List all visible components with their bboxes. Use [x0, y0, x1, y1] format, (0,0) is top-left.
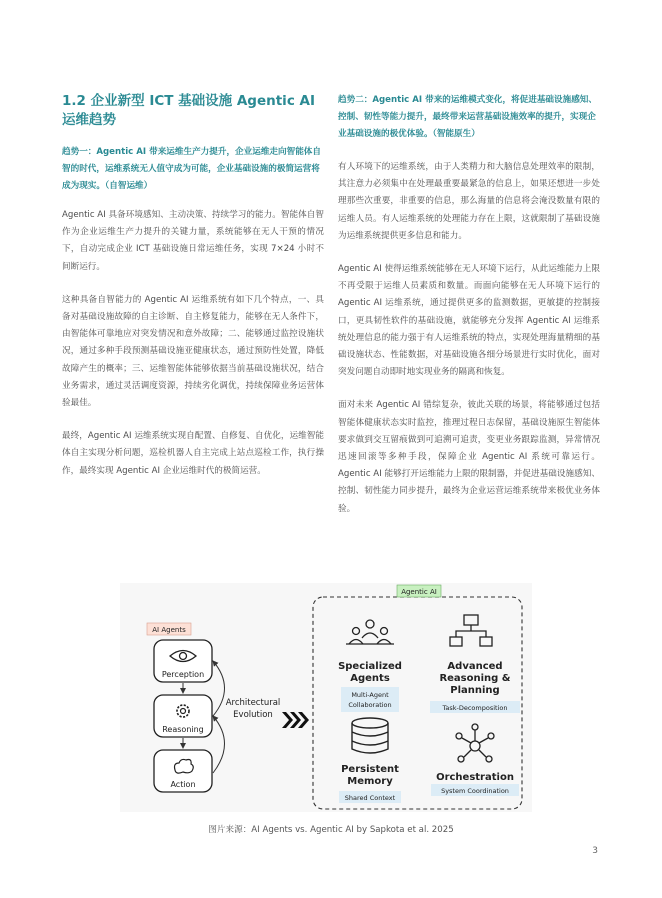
loop-arrow-lower	[213, 716, 225, 773]
agentic-ai-label: Agentic AI	[401, 588, 437, 596]
left-column	[62, 92, 324, 496]
loop-arrow-upper	[213, 661, 225, 716]
network-hub-icon	[456, 724, 494, 762]
right-paragraph-2: Agentic AI 使得运维系统能够在无人环境下运行，从此运维能力上限不再受限于运维人员素质和数量。而面向能够在无人环境下运行的 Agentic AI 运维系统，通过提供更多的监测数据，更敏捷的控制接口，更具韧性软件的基础设施，就能够充分发挥 Agentic AI 运维系统处理信息的能力强于有人运维系统的特点，实现处理海量精细的基础设施状态、性能数据，对基础设施各细分场景进行实时优化，面对突发问题自动即时地实现业务的隔离和恢复。	[338, 264, 600, 378]
left-paragraph-1: Agentic AI 具备环境感知、主动决策、持续学习的能力。智能体自智作为企业运维生产力提升的关键力量，系统能够在无人干预的情况下，自动完成企业 ICT 基础设施日常运维任务，实现 7×24 小时不间断运行。	[62, 210, 324, 272]
triple-chevron-icon	[282, 712, 309, 728]
trend-one-highlight: 趋势一：Agentic AI 带来运维生产力提升，企业运维走向智能体自智的时代，运维系统无人值守成为可能，企业基础设施的极简运营将成为现实。（自智运维）	[62, 147, 321, 191]
agentic-ai-figure	[120, 583, 532, 812]
database-icon	[352, 718, 388, 753]
perception-label: Perception	[161, 670, 205, 679]
persistent-memory-title-2: Memory	[347, 776, 393, 787]
left-paragraph-3: 最终，Agentic AI 运维系统实现自配置、自修复、自优化，运维智能体自主实现分析问题，巡检机器人自主完成上站点巡检工作，执行操作，最终实现 Agentic AI 企业运维时代的极简运营。	[62, 431, 324, 476]
ai-agents-label: AI Agents	[152, 626, 186, 634]
system-coordination-label: System Coordination	[441, 787, 509, 795]
persistent-memory-title-1: Persistent	[341, 764, 399, 775]
hierarchy-icon	[450, 615, 492, 646]
shared-context-label: Shared Context	[344, 794, 396, 802]
advanced-title-3: Planning	[450, 685, 500, 696]
advanced-title-2: Reasoning &	[439, 673, 511, 684]
right-paragraph-1: 有人环境下的运维系统，由于人类精力和大脑信息处理效率的限制，其注意力必须集中在处理最重要最紧急的信息上，如果还想进一步处理那些次重要，非重要的信息，那么海量的信息将会淹没数量有限的运维人员。有人运维系统的处理能力存在上限，这就限制了基础设施为运维系统提供更多信息和能力。	[338, 162, 600, 241]
people-group-icon	[346, 620, 394, 644]
left-paragraph-2: 这种具备自智能力的 Agentic AI 运维系统有如下几个特点，一、具备对基础设施故障的自主诊断、自主修复能力，能够在无人条件下，由智能体可靠地应对突发情况和意外故障；二、能够通过监控设施状况，通过多种手段预测基础设施亚健康状态，通过预防性处置，降低故障产生的概率；三、运维智能体能够依据当前基础设施状况，结合业务需求，通过灵活调度资源，持续劣化调优，持续保障业务运营体验最佳。	[62, 294, 324, 409]
task-decomposition-label: Task-Decomposition	[442, 704, 508, 712]
trend-two-highlight: 趋势二：Agentic AI 带来的运维模式变化，将促进基础设施感知、控制、韧性等能力提升，最终带来运营基础设施效率的提升，实现企业基础设施的极优体验。（智能原生）	[338, 95, 597, 139]
action-label: Action	[170, 780, 196, 789]
advanced-title-1: Advanced	[447, 661, 503, 672]
right-column	[338, 92, 600, 534]
section-heading: 1.2 企业新型 ICT 基础设施 Agentic AI 运维趋势	[62, 93, 315, 128]
page-number: 3	[592, 846, 598, 856]
multi-agent-label-1: Multi-Agent	[351, 691, 389, 699]
orchestration-title: Orchestration	[436, 772, 514, 783]
right-paragraph-3: 面对未来 Agentic AI 错综复杂，彼此关联的场景，将能够通过包括智能体健康状态实时监控，推理过程日志保留，基础设施原生智能体要求做到交互留痕做到可追溯可追责，变更业务跟踪监测，异常情况迅速回滚等多种手段，保障企业 Agentic AI 系统可靠运行。Agentic AI 能够打开运维能力上限的限制器，并促进基础设施感知、控制、韧性能力同步提升，最终为企业运营运维系统带来极优业务体验。	[338, 400, 600, 514]
figure-caption: 图片来源：AI Agents vs. Agentic AI by Sapkota et al. 2025	[208, 825, 454, 835]
reasoning-label: Reasoning	[162, 725, 204, 734]
architecture-diagram	[120, 583, 532, 812]
specialized-agents-title-2: Agents	[350, 673, 390, 684]
multi-agent-label-2: Collaboration	[348, 701, 392, 709]
evolution-label-line2: Evolution	[233, 710, 273, 720]
evolution-label-line1: Architectural	[225, 698, 281, 708]
specialized-agents-title-1: Specialized	[338, 661, 402, 672]
